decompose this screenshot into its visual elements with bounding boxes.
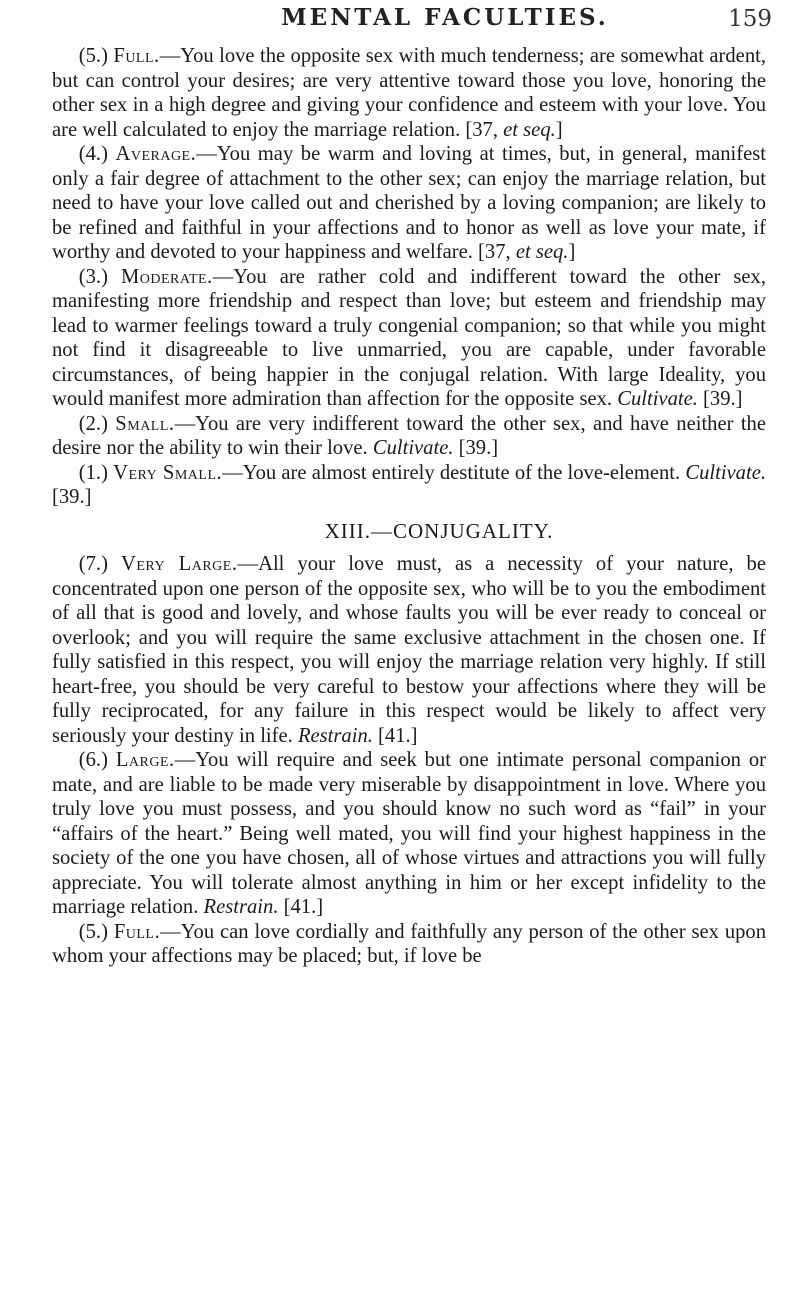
reference-italic: Cultivate.: [617, 388, 698, 410]
paragraph-text: —You are almost entirely destitute of the love-element.: [222, 461, 686, 484]
reference-italic: Cultivate.: [372, 437, 454, 459]
degree-label: Small.: [115, 412, 175, 435]
paragraph-number: (3.): [78, 265, 108, 288]
reference-italic: et seq.: [515, 241, 569, 263]
reference-number: [41.]: [278, 896, 324, 918]
paragraph-number: (5.): [78, 45, 108, 67]
paragraph-number: (7.): [78, 553, 108, 575]
paragraph-number: (5.): [78, 920, 108, 943]
degree-label: Average.: [115, 143, 197, 165]
paragraph-text: —All your love must, as a necessity of your nature, be concentrated upon one person of the opposite sex, who will be to you the embodiment of all that is good and lovely, and whose faults you will be ever ready to conceal or overlook; and you will require the same exclusive attachment in the chosen one. If fully satisfied in this respect, you will enjoy the marriage relation very highly. If still heart-free, you should be very careful to bestow your affections where they will be fully reciprocated, for any failure in this respect would be likely to affect very seriously your destiny in life.: [52, 553, 766, 747]
paragraph-number: (4.): [78, 143, 108, 165]
reference-number: ]: [555, 118, 563, 141]
section-heading: XIII.—CONJUGALITY.: [324, 518, 554, 543]
reference-italic: Cultivate.: [685, 461, 766, 484]
paragraph: [52, 412, 766, 461]
degree-label: Large.: [115, 749, 175, 771]
reference-number: [39.]: [453, 437, 499, 459]
paragraph: [52, 265, 766, 412]
reference-number: ]: [568, 241, 576, 263]
degree-label: Full.: [113, 920, 161, 943]
paragraph-text: —You are rather cold and indifferent toward the other sex, manifesting more friendship and respect than love; but esteem and friendship may lead to warmer feelings toward a truly congenial companion; so that while you might not find it disagreeable to live unmarried, you are capable, under favorable circumstances, of being happier in the conjugal relation. With large Ideality, you would manifest more admiration than affection for the opposite sex.: [52, 265, 766, 410]
paragraph-text: —You love the opposite sex with much tenderness; are somewhat ardent, but can control your desires; are very attentive toward those you love, honoring the other sex in a high degree and giving your confidence and esteem with your love. You are well calculated to enjoy the marriage relation. [37,: [52, 45, 766, 141]
paragraph: [52, 142, 766, 265]
paragraphs-before: [52, 44, 766, 510]
paragraph-text: —You will require and seek but one intimate personal companion or mate, and are liable to be made very miserable by disappointment in love. Where you truly love you must possess, and you should know no such word as “fail” in your “affairs of the heart.” Being well mated, you will find your highest happiness in the society of the one you have chosen, all of whose virtues and attractions you will fully appreciate. You will tolerate almost anything in him or her except infidelity to the marriage relation.: [52, 749, 766, 918]
paragraph: [52, 44, 766, 142]
reference-italic: Restrain.: [203, 896, 279, 918]
paragraph-number: (2.): [78, 412, 108, 435]
paragraph-number: (6.): [78, 749, 108, 771]
degree-label: Moderate.: [120, 265, 213, 288]
degree-label: Full.: [113, 45, 160, 67]
paragraphs-after: [52, 552, 766, 969]
paragraph-text: —You are very indifferent toward the other sex, and have neither the desire nor the ability to win their love.: [52, 412, 766, 459]
paragraph: [52, 461, 766, 510]
paragraph: [52, 920, 766, 969]
page-number: 159: [728, 6, 772, 32]
paragraph-text: —You can love cordially and faithfully any person of the other sex upon whom your affections may be placed; but, if love be: [52, 920, 767, 967]
degree-label: Very Large.: [120, 553, 238, 575]
running-head: MENTAL FACULTIES.: [281, 4, 609, 31]
reference-number: [41.]: [372, 724, 418, 747]
paragraph: [52, 552, 766, 748]
paragraph-text: —You may be warm and loving at times, but, in general, manifest only a fair degree of attachment to the other sex; can enjoy the marriage relation, but need to have your love called out and cherished by a loving companion; are likely to be refined and faithful in your affections and to honor as well as love your mate, if worthy and devoted to your happiness and welfare. [37,: [52, 143, 766, 263]
reference-italic: et seq.: [503, 118, 556, 141]
paragraph: [52, 748, 766, 920]
degree-label: Very Small.: [113, 461, 223, 484]
paragraph-number: (1.): [78, 461, 108, 484]
reference-number: [39.]: [697, 388, 743, 410]
body-text: [52, 44, 766, 969]
reference-italic: Restrain.: [297, 724, 373, 747]
reference-number: [39.]: [52, 486, 92, 508]
